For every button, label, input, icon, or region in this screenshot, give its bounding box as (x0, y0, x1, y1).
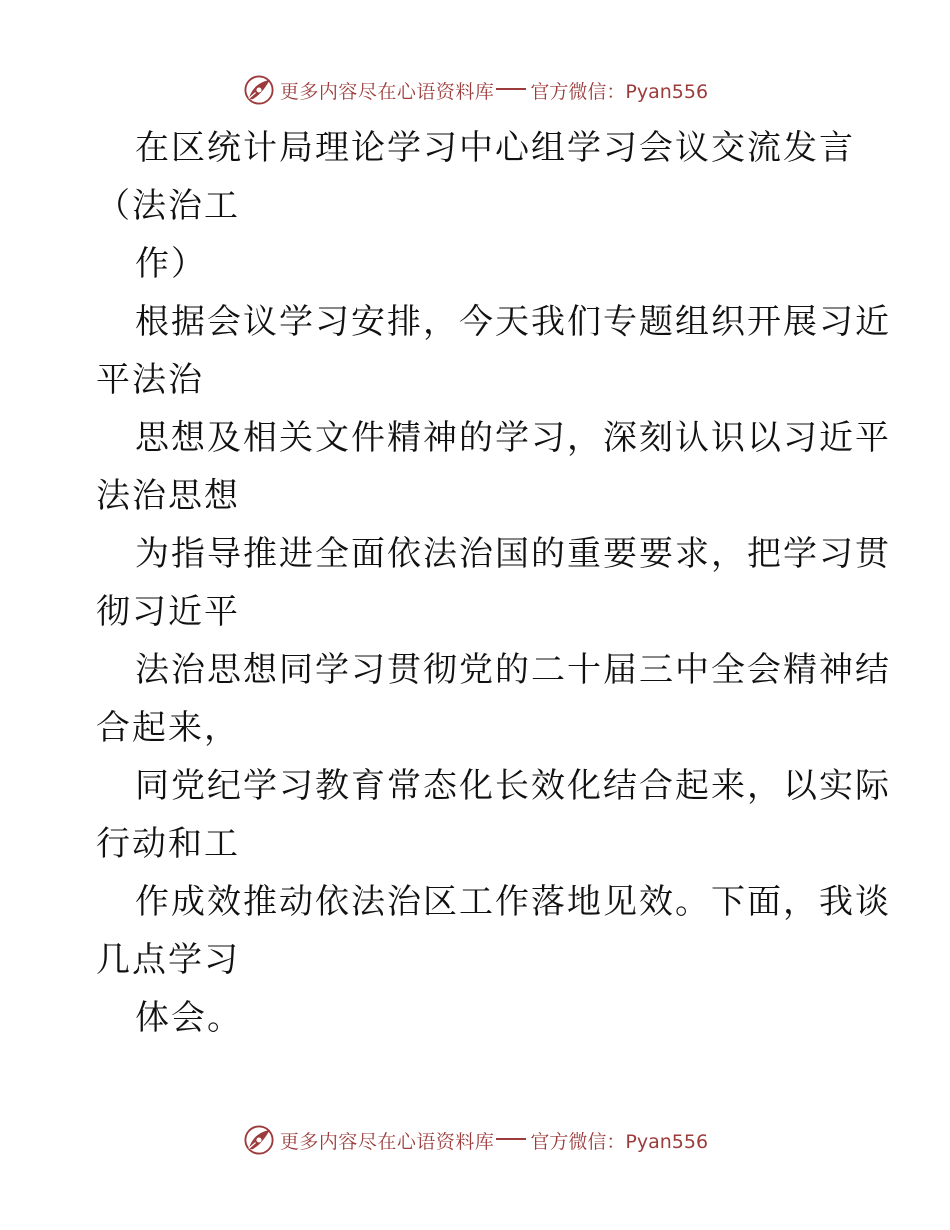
document-title-line-3: 作） (135, 244, 207, 284)
document-title-line-1: 在区统计局理论学习中心组学习会议交流发言 (135, 128, 855, 168)
watermark-dash (496, 88, 526, 90)
paragraph-line: 根据会议学习安排，今天我们专题组织开展习近 (135, 302, 891, 342)
paragraph-line: 合起来， (96, 708, 240, 748)
footer-watermark-banner (0, 1120, 950, 1160)
paragraph-line: 法治思想同学习贯彻党的二十届三中全会精神结 (135, 650, 891, 690)
paragraph-line: 体会。 (135, 998, 243, 1038)
paragraph-line: 作成效推动依法治区工作落地见效。下面，我谈 (135, 882, 891, 922)
watermark-dash (496, 1138, 526, 1140)
pen-nib-logo-icon (242, 73, 276, 107)
document-title-line-2: （法治工 (96, 186, 240, 226)
watermark-main-text: 更多内容尽在心语资料库 (279, 80, 495, 103)
paragraph-line: 思想及相关文件精神的学习，深刻认识以习近平 (135, 418, 891, 458)
pen-nib-logo-icon (242, 1123, 276, 1157)
paragraph-line: 平法治 (96, 360, 204, 400)
paragraph-line: 为指导推进全面依法治国的重要要求，把学习贯 (135, 534, 891, 574)
watermark-wechat-text: 官方微信：Pyan556 (530, 1130, 709, 1153)
paragraph-line: 几点学习 (96, 940, 240, 980)
paragraph-line: 行动和工 (96, 824, 240, 864)
watermark-main-text: 更多内容尽在心语资料库 (279, 1130, 495, 1153)
header-watermark-banner (0, 70, 950, 110)
watermark-wechat-text: 官方微信：Pyan556 (530, 80, 709, 103)
paragraph-line: 同党纪学习教育常态化长效化结合起来，以实际 (135, 766, 891, 806)
paragraph-line: 法治思想 (96, 476, 240, 516)
paragraph-line: 彻习近平 (96, 592, 240, 632)
